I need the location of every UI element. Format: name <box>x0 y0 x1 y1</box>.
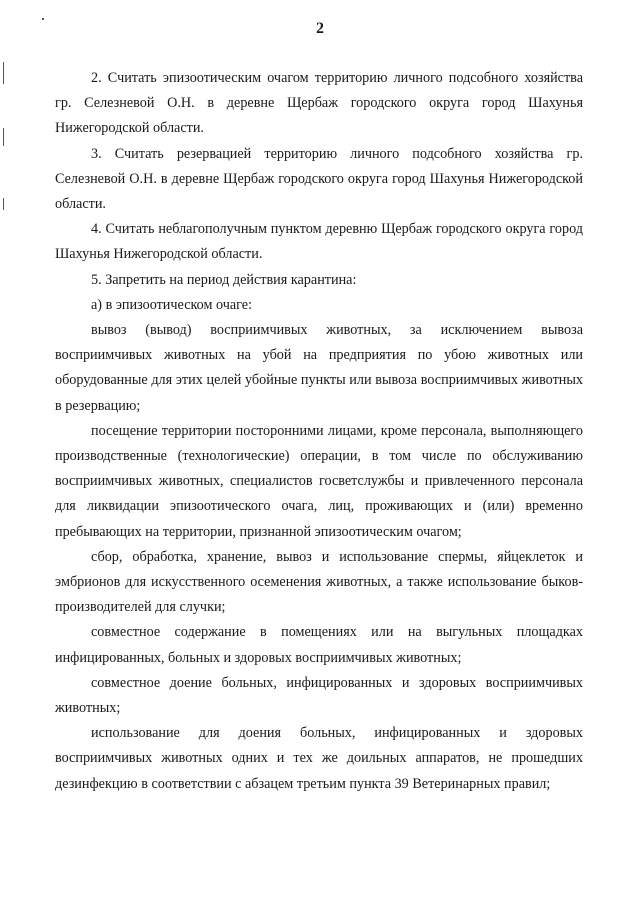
paragraph-joint-milking-ban: совместное доение больных, инфицированных и здоровых восприимчивых животных; <box>55 674 583 717</box>
paragraph-milking-equipment-ban: использование для доения больных, инфицированных и здоровых восприимчивых животных одних и тех же доильных аппаратов, не прошедших дезинфекцию в соответствии с абзацем третьим пункта 39 Ветеринарных правил; <box>55 725 583 792</box>
paragraph-export-ban: вывоз (вывод) восприимчивых животных, за исключением вывоза восприимчивых животных на убой на предприятия по убою животных или оборудованные для этих целей убойные пункты или вывоза восприимчивых животных в резервацию; <box>55 322 583 414</box>
paragraph-joint-housing-ban: совместное содержание в помещениях или на выгульных площадках инфицированных, больных и здоровых восприимчивых животных; <box>55 624 583 666</box>
scan-artifact <box>3 198 4 210</box>
scan-artifact <box>3 62 4 84</box>
paragraph-semen-ban: сбор, обработка, хранение, вывоз и использование спермы, яйцеклеток и эмбрионов для искусственного осеменения животных, а также использование быков-производителей для случки; <box>55 548 583 616</box>
paragraph-item-5: 5. Запретить на период действия карантина: <box>91 271 357 288</box>
paragraph-subitem-a: а) в эпизоотическом очаге: <box>91 296 253 313</box>
paragraph-visit-ban: посещение территории посторонними лицами, кроме персонала, выполняющего производственные (технологические) операции, в том числе по обслуживанию восприимчивых животных, специалистов госветслужбы и привлеченного персонала для ликвидации эпизоотического очага, лиц, проживающих и (или) временно пребывающих на территории, признанной эпизоотическим очагом; <box>55 422 583 540</box>
document-body <box>55 66 583 797</box>
paragraph-item-3: 3. Считать резервацией территорию личного подсобного хозяйства гр. Селезневой О.Н. в деревне Щербаж городского округа город Шахунья Нижегородской области. <box>55 145 583 213</box>
paragraph-item-2: 2. Считать эпизоотическим очагом территорию личного подсобного хозяйства гр. Селезневой О.Н. в деревне Щербаж городского округа город Шахунья Нижегородской области. <box>55 70 583 137</box>
page-number: 2 <box>316 20 324 37</box>
scan-artifact <box>3 128 4 146</box>
paragraph-item-4: 4. Считать неблагополучным пунктом деревню Щербаж городского округа город Шахунья Нижегородской области. <box>55 221 583 263</box>
